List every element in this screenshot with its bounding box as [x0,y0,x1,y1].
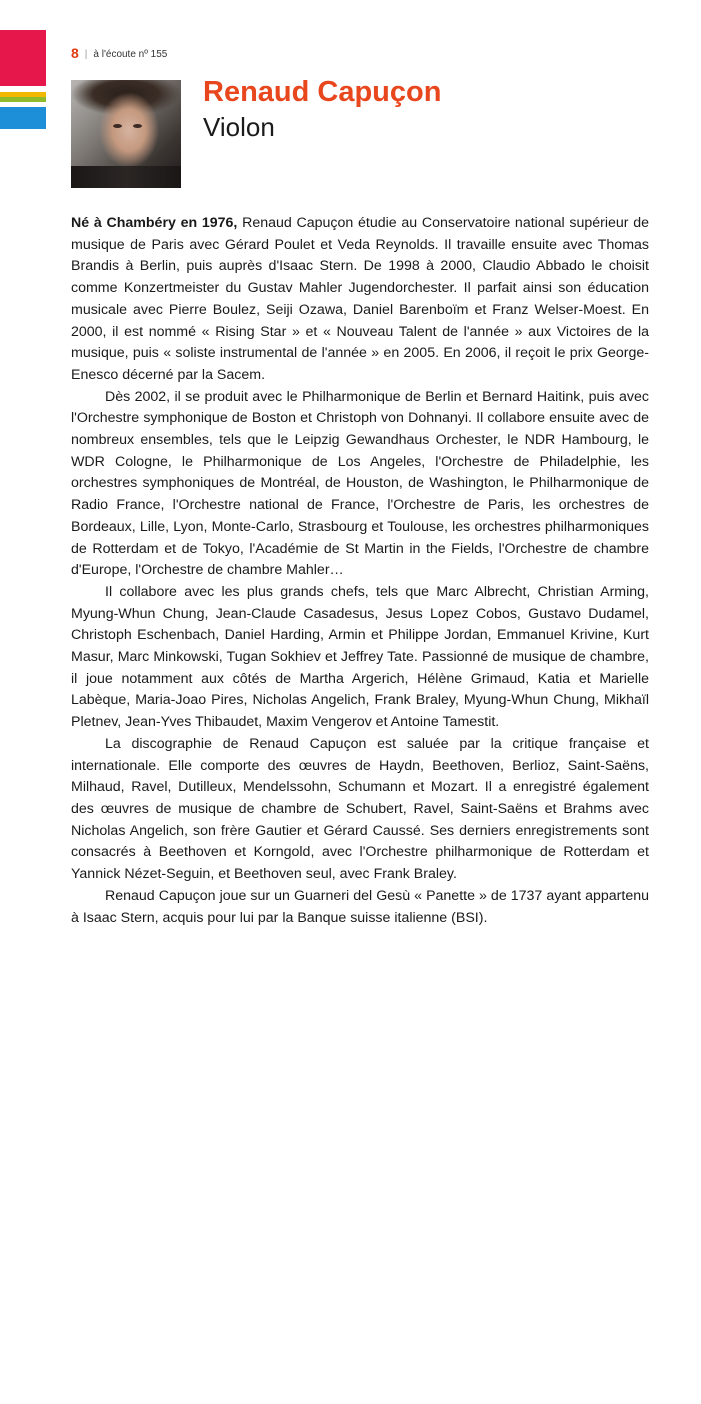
separator: | [84,49,88,60]
bio-lead: Né à Chambéry en 1976, [71,215,238,231]
artist-instrument: Violon [203,112,275,142]
bio-paragraph-5: Renaud Capuçon joue sur un Guarneri del Gesù « Panette » de 1737 ayant appartenu à Isaac Stern, acquis pour lui par la Banque suisse italienne (BSI). [71,887,649,926]
bio-paragraph-3: Il collabore avec les plus grands chefs, tels que Marc Albrecht, Christian Arming, Myung-Whun Chung, Jean-Claude Casadesus, Jesus Lopez Cobos, Gustavo Dudamel, Christoph Eschenbach, Daniel Harding, Armin et Philippe Jordan, Emmanuel Krivine, Kurt Masur, Marc Minkowski, Tugan Sokhiev et Jeffrey Tate. Passionné de musique de chambre, il joue notamment aux côtés de Martha Argerich, Hélène Grimaud, Katia et Marielle Labèque, Maria-Joao Pires, Nicholas Angelich, Frank Braley, Myung-Whun Chung, Mikhaïl Pletnev, Jean-Yves Thibaudet, Maxim Vengerov et Antoine Tamestit. [71,583,649,731]
page-number: 8 [71,45,79,61]
red-bar [0,30,46,86]
portrait-photo-icon [71,80,181,188]
running-head [71,45,167,61]
bio-paragraph-4: La discographie de Renaud Capuçon est saluée par la critique française et internationale. Elle comporte des œuvres de Haydn, Beethoven, Berlioz, Saint-Saëns, Milhaud, Ravel, Dutilleux, Mendelssohn, Schumann et Mozart. Il a enregistré également des œuvres de musique de chambre de Schubert, Ravel, Saint-Saëns et Brahms avec Nicholas Angelich, son frère Gautier et Gérard Caussé. Ses derniers enregistrements sont consacrés à Beethoven et Korngold, avec l'Orchestre philharmonique de Rotterdam et Yannick Nézet-Seguin, et Beethoven seul, avec Frank Braley. [71,735,649,883]
color-bars [0,30,46,129]
artist-name: Renaud Capuçon [203,76,442,108]
bio-paragraph-2: Dès 2002, il se produit avec le Philharmonique de Berlin et Bernard Haitink, puis avec l'Orchestre symphonique de Boston et Christoph von Dohnanyi. Il collabore ensuite avec de nombreux ensembles, tels que le Leipzig Gewandhaus Orchester, le NDR Hambourg, le WDR Cologne, le Philharmonique de Los Angeles, l'Orchestre de Philadelphie, les orchestres symphoniques de Montréal, de Houston, de Washington, le Philharmonique de Radio France, l'Orchestre national de France, l'Orchestre de Paris, les orchestres de Bordeaux, Lille, Lyon, Monte-Carlo, Strasbourg et Toulouse, les orchestres philharmoniques de Rotterdam et de Tokyo, l'Académie de St Martin in the Fields, l'Orchestre de chambre d'Europe, l'Orchestre de chambre Mahler… [71,388,649,579]
biography [71,213,649,929]
publication-name: à l'écoute nº 155 [93,49,168,60]
bio-paragraph-1 [71,213,649,387]
bio-paragraph-1-text: Renaud Capuçon étudie au Conservatoire national supérieur de musique de Paris avec Gérard Poulet et Veda Reynolds. Il travaille ensuite avec Thomas Brandis à Berlin, puis auprès d'Isaac Stern. De 1998 à 2000, Claudio Abbado le choisit comme Konzertmeister du Gustav Mahler Jugendorchester. Il parfait ainsi son éducation musicale avec Pierre Boulez, Seiji Ozawa, Daniel Barenboïm et Franz Welser-Moest. En 2000, il est nommé « Rising Star » et « Nouveau Talent de l'année » aux Victoires de la musique, puis « soliste instrumental de l'année » en 2005. En 2006, il reçoit le prix George-Enesco décerné par la Sacem. [71,215,649,383]
blue-bar [0,107,46,129]
